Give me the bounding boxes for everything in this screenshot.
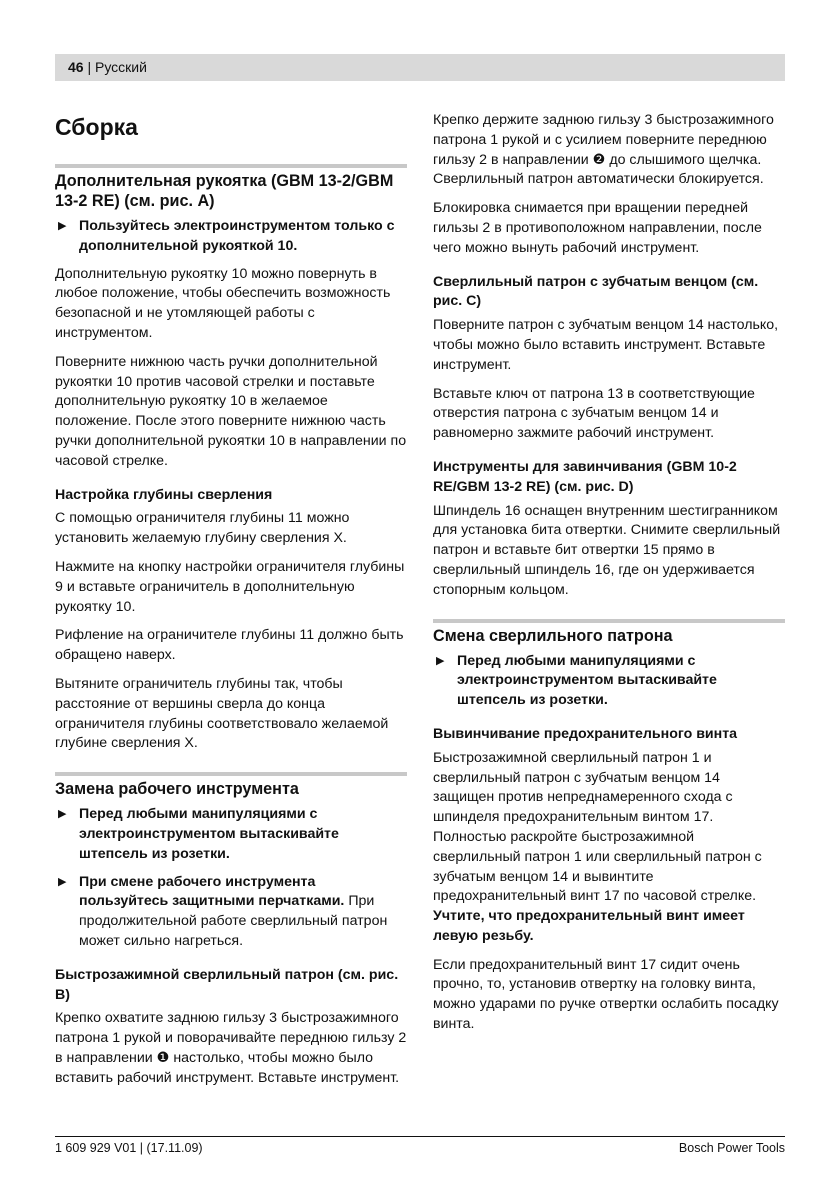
bullet-triangle-icon: ▶ — [436, 654, 445, 667]
bullet-triangle-icon: ▶ — [58, 808, 67, 821]
page-number: 46 — [68, 59, 84, 75]
paragraph: Крепко охватите заднюю гильзу 3 быстрозажимного патрона 1 рукой и поворачивайте переднюю гильзу 2 в направлении ❶ настолько, чтобы можно было вставить рабочий инструмент. Вставьте инструмент. — [55, 1010, 407, 1086]
paragraph: Нажмите на кнопку настройки ограничителя глубины 9 и вставьте ограничитель в дополнительную рукоятку 10. — [55, 558, 405, 615]
paragraph-text: Быстрозажимной сверлильный патрон 1 и сверлильный патрон с зубчатым венцом 14 защищен против непреднамеренного схода с шпинделя предохранительным винтом 17. Полностью раскройте быстрозажимной сверлильный патрон 1 или сверлильный патрон с зубчатым венцом 14 и вывинтите предохранительный винт 17 по часовой стрелке. — [433, 749, 762, 905]
paragraph: Блокировка снимается при вращении передней гильзы 2 в противоположном направлении, после чего можно вынуть рабочий инструмент. — [433, 200, 762, 256]
paragraph: Вытяните ограничитель глубины так, чтобы расстояние от вершины сверла до конца ограничителя глубины соответствовало желаемой глубине сверления X. — [55, 675, 389, 752]
paragraph: Рифление на ограничителе глубины 11 должно быть обращено наверх. — [55, 627, 404, 664]
section-title: Сборка — [55, 114, 138, 140]
warning-unplug-2 — [433, 652, 785, 711]
warning-aux-handle — [55, 217, 407, 257]
paragraph: Крепко держите заднюю гильзу 3 быстрозажимного патрона 1 рукой и с усилием поверните переднюю гильзу 2 в направлении ❷ до слышимого щелчка. Сверлильный патрон автоматически блокируется. — [433, 112, 774, 188]
footer-brand: Bosch Power Tools — [678, 1141, 785, 1155]
paragraph: Если предохранительный винт 17 сидит очень прочно, то, установив отвертку на головку винта, можно ударами по ручке отвертки ослабить посадку винта. — [433, 956, 779, 1033]
warning-text: Перед любыми манипуляциями с электроинструментом вытаскивайте штепсель из розетки. — [457, 652, 717, 709]
paragraph: Поверните патрон с зубчатым венцом 14 настолько, чтобы можно было вставить инструмент. Вставьте инструмент. — [433, 317, 779, 373]
paragraph: С помощью ограничителя глубины 11 можно установить желаемую глубину сверления X. — [55, 510, 350, 547]
paragraph: Шпиндель 16 оснащен внутренним шестигранником для установка бита отвертки. Снимите сверлильный патрон и вставьте бит отвертки 15 прямо в сверлильный шпиндель 16, где он удерживается стопорным кольцом. — [433, 502, 781, 598]
heading-safety-screw: Вывинчивание предохранительного винта — [433, 725, 738, 742]
paragraph — [433, 749, 785, 947]
heading-aux-handle: Дополнительная рукоятка (GBM 13-2/GBM 13-2 RE) (см. рис. A) — [55, 164, 407, 211]
footer-divider — [55, 1136, 785, 1137]
heading-keyless-chuck: Быстрозажимной сверлильный патрон (см. рис. B) — [55, 966, 399, 1003]
paragraph: Дополнительную рукоятку 10 можно повернуть в любое положение, чтобы обеспечить возможность безопасной и не утомляющей работы с инструментом. — [55, 265, 391, 341]
paragraph: Поверните нижнюю часть ручки дополнительной рукоятки 10 против часовой стрелки и поставьте дополнительную рукоятку 10 в желаемое положение. После этого поверните нижнюю часть ручки дополнительной рукоятки 10 в направлении по часовой стрелке. — [55, 353, 407, 469]
warning-unplug — [55, 805, 407, 864]
paragraph: Вставьте ключ от патрона 13 в соответствующие отверстия патрона с зубчатым венцом 14 и равномерно зажмите рабочий инструмент. — [433, 385, 755, 442]
heading-screwdriving: Инструменты для завинчивания (GBM 10-2 RE/GBM 13-2 RE) (см. рис. D) — [433, 458, 737, 495]
warning-text: Перед любыми манипуляциями с электроинструментом вытаскивайте штепсель из розетки. — [79, 806, 339, 862]
page-header — [55, 54, 785, 81]
warning-text: При смене рабочего инструмента пользуйтесь защитными перчатками. — [79, 873, 345, 910]
header-separator: | — [83, 59, 95, 75]
heading-chuck-change: Смена сверлильного патрона — [433, 619, 785, 646]
header-language: Русский — [95, 59, 147, 75]
heading-tool-change: Замена рабочего инструмента — [55, 772, 407, 799]
warning-gloves — [55, 873, 407, 952]
right-column — [433, 111, 785, 1044]
heading-depth: Настройка глубины сверления — [55, 486, 273, 503]
heading-key-chuck: Сверлильный патрон с зубчатым венцом (см. рис. C) — [433, 273, 759, 310]
bullet-triangle-icon: ▶ — [58, 875, 67, 888]
footer-doc-id: 1 609 929 V01 | (17.11.09) — [55, 1141, 203, 1155]
paragraph-bold: Учтите, что предохранительный винт имеет левую резьбу. — [433, 908, 745, 944]
left-column — [55, 108, 407, 1097]
warning-note: При продолжительной работе сверлильный патрон может сильно нагреться. — [79, 893, 388, 949]
warning-text: Пользуйтесь электроинструментом только с дополнительной рукояткой 10. — [79, 218, 395, 254]
bullet-triangle-icon: ▶ — [58, 220, 67, 232]
